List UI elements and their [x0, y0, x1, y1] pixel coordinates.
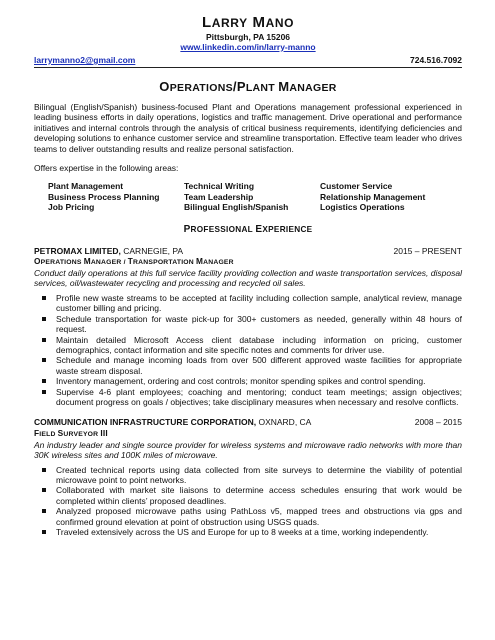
- job-entry-petromax: [34, 246, 462, 408]
- header-divider: [34, 67, 462, 68]
- job-header: [34, 417, 462, 427]
- email-link[interactable]: larrymanno2@gmail.com: [34, 55, 136, 65]
- job-title: FIELD SURVEYOR III: [34, 427, 108, 438]
- company-name: COMMUNICATION INFRASTRUCTURE CORPORATION,: [34, 417, 257, 428]
- offers-intro: Offers expertise in the following areas:: [34, 163, 179, 174]
- list-item: Profile new waste streams to be accepted at facility including collection sample, analytical review, manage customer billing and pricing.: [56, 292, 462, 314]
- phone-number: 724.516.7092: [410, 55, 462, 65]
- company-name: PETROMAX LIMITED,: [34, 245, 121, 256]
- skill-item: Job Pricing: [48, 202, 95, 213]
- skill-item: Logistics Operations: [320, 202, 405, 213]
- contact-line: [34, 55, 462, 65]
- job-bullets: [34, 293, 462, 407]
- list-item: Traveled extensively across the US and Europe for up to 8 weeks at a time, working independently.: [56, 527, 462, 537]
- skill-item: Bilingual English/Spanish: [184, 202, 289, 213]
- skill-item: Team Leadership: [184, 191, 254, 202]
- list-item: Created technical reports using data collected from site surveys to determine the viability of potential microwave point to point networks.: [56, 464, 462, 485]
- skill-item: Business Process Planning: [48, 191, 160, 202]
- company-city: CARNEGIE, PA: [120, 245, 184, 256]
- list-item: Supervise 4-6 plant employees; coaching and mentoring; conduct team meetings; assign objectives; document progress on goals / objectives; take disciplinary measures when necessary and resolve conflicts.: [56, 386, 462, 407]
- job-title: OPERATIONS MANAGER / TRANSPORTATION MANAGER: [34, 256, 234, 267]
- list-item: Schedule and manage incoming loads from over 500 different approved waste facilities for appropriate waste stream disposal.: [56, 355, 462, 376]
- skill-item: Technical Writing: [184, 181, 255, 192]
- job-header: [34, 246, 462, 256]
- list-item: Schedule transportation for waste pick-up for 300+ customers as needed, generally within 48 hours of request.: [56, 313, 462, 335]
- candidate-name: LARRY MANO: [201, 14, 295, 31]
- list-item: Inventory management, ordering and cost controls; monitor spending spikes and control spending.: [56, 376, 462, 386]
- job-entry-cic: [34, 417, 462, 537]
- skills-grid: [34, 181, 462, 212]
- job-dates: 2008 – 2015: [414, 417, 462, 428]
- job-bullets: [34, 465, 462, 538]
- resume-title: OPERATIONS/PLANT MANAGER: [159, 79, 337, 94]
- skill-item: Plant Management: [48, 181, 124, 192]
- company-city: OXNARD, CA: [256, 417, 312, 428]
- resume-page: [34, 14, 462, 537]
- list-item: Collaborated with market site liaisons to determine access schedules ensuring that work would be completed within clients’ proposed deadlines.: [56, 485, 462, 506]
- company-description: An industry leader and single source provider for wireless systems and microwave radio networks with more than 30K wireless sites and 100K miles of microwave.: [34, 439, 462, 461]
- section-heading-experience: PROFESSIONAL EXPERIENCE: [183, 223, 313, 235]
- professional-summary: Bilingual (English/Spanish) business-focused Plant and Operations management professional experienced in leading business efforts in daily operations, logistics and traffic management. Drive operational and performance initiatives and internal controls through the analysis of critical business requirements, identifying deficiencies and developing solutions to enhance customer service and streamline transportation. Effective team leader who drives teams to deliver outstanding results and realize personal satisfaction.: [34, 102, 462, 154]
- list-item: Maintain detailed Microsoft Access client database including information on pricing, customer demographics, contact information and site specific notes and comments for driver use.: [56, 334, 462, 355]
- skill-item: Relationship Management: [320, 191, 426, 202]
- linkedin-link[interactable]: www.linkedin.com/in/larry-manno: [180, 42, 316, 52]
- company-description: Conduct daily operations at this full service facility providing collection and waste transportation services, disposal services, oil/wastewater recycling and processing and recycled oil sales.: [34, 268, 462, 289]
- candidate-location: Pittsburgh, PA 15206: [205, 32, 291, 42]
- list-item: Analyzed proposed microwave paths using PathLoss v5, mapped trees and obstructions via gps and confirmed ground elevation at point of obstruction using USGS quads.: [56, 506, 462, 527]
- skill-item: Customer Service: [320, 181, 393, 192]
- job-dates: 2015 – PRESENT: [393, 245, 462, 256]
